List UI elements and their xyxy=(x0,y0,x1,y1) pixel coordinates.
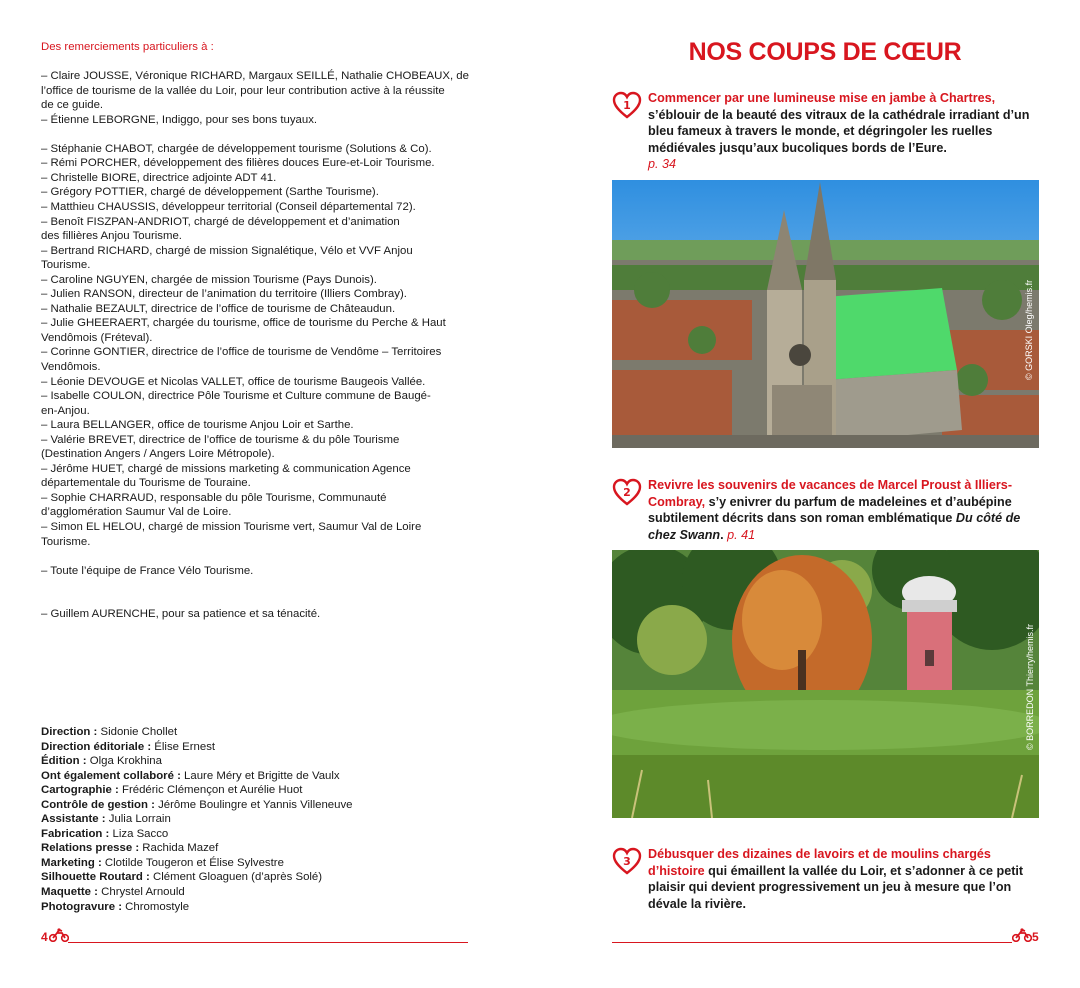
chartres-cathedral-photo xyxy=(612,180,1039,448)
heart-number-icon xyxy=(612,477,642,507)
credit-role: Édition : xyxy=(41,755,87,768)
thanks-line: d’agglomération Saumur Val de Loire. xyxy=(41,506,232,519)
credit-role: Cartographie : xyxy=(41,784,119,797)
heart-number: 1 xyxy=(623,99,631,112)
credit-role: Silhouette Routard : xyxy=(41,871,150,884)
highlight-lead: Débusquer des dizaines de lavoirs et de moulins chargés d’histoire xyxy=(648,847,991,878)
thanks-team: – Toute l’équipe de France Vélo Tourisme. xyxy=(41,564,254,577)
thanks-line: – Laura BELLANGER, office de tourisme Anjou Loir et Sarthe. xyxy=(41,419,354,432)
heart-number-icon xyxy=(612,90,642,120)
credit-name: Olga Krokhina xyxy=(86,755,162,768)
heart-number-icon xyxy=(612,846,642,876)
credit-name: Liza Sacco xyxy=(109,827,169,840)
credit-line xyxy=(41,783,461,798)
thanks-line: – Nathalie BEZAULT, directrice de l’office de tourisme de Châteaudun. xyxy=(41,302,396,315)
thanks-line: départementale du Tourisme de Touraine. xyxy=(41,477,251,490)
highlight-lead: Commencer par une lumineuse mise en jambe à Chartres, xyxy=(648,91,996,105)
credit-name: Chrystel Arnould xyxy=(97,886,185,899)
credit-name: Élise Ernest xyxy=(151,740,216,753)
credit-name: Clément Gloaguen (d’après Solé) xyxy=(149,871,323,884)
thanks-line: Vendômois. xyxy=(41,360,101,373)
thanks-line: – Caroline NGUYEN, chargée de mission Tourisme (Pays Dunois). xyxy=(41,273,377,286)
thanks-line: – Julie GHEERAERT, chargée du tourisme, office de tourisme du Perche & Haut xyxy=(41,317,446,330)
credit-line xyxy=(41,827,461,842)
credit-role: Ont également collaboré : xyxy=(41,769,181,782)
thanks-line: Tourisme. xyxy=(41,259,91,272)
page-reference: p. 34 xyxy=(648,157,677,172)
credit-name: Jérôme Boulingre et Yannis Villeneuve xyxy=(154,798,353,811)
acknowledgements-title: Des remerciements particuliers à : xyxy=(41,41,214,53)
credit-line xyxy=(41,841,461,856)
credit-line xyxy=(41,798,461,813)
credit-role: Fabrication : xyxy=(41,827,110,840)
photo-credit: © GORSKI Oleg/hemis.fr xyxy=(1024,279,1034,380)
footer-rule-left xyxy=(68,942,468,943)
credit-role: Photogravure : xyxy=(41,900,123,913)
acknowledgements xyxy=(41,40,469,622)
thanks-line: – Valérie BREVET, directrice de l’office de tourisme & du pôle Tourisme xyxy=(41,433,400,446)
page-number-left: 4 xyxy=(41,930,48,944)
thanks-line: – Jérôme HUET, chargé de missions marketing & communication Agence xyxy=(41,462,411,475)
thanks-line: – Benoît FISZPAN-ANDRIOT, chargé de développement et d’animation xyxy=(41,215,400,228)
thanks-line: – Matthieu CHAUSSIS, développeur territorial (Conseil départemental 72). xyxy=(41,200,416,213)
credit-line xyxy=(41,754,461,769)
credit-line xyxy=(41,900,461,915)
highlight-body: qui émaillent la vallée du Loir, et s’adonner à ce petit plaisir qui devient progressivement un jeu à mesure que l’on dévale la rivière. xyxy=(648,863,1024,911)
thanks-line: – Claire JOUSSE, Véronique RICHARD, Margaux SEILLÉ, Nathalie CHOBEAUX, de xyxy=(41,70,469,83)
credit-role: Relations presse : xyxy=(41,842,140,855)
highlight-2 xyxy=(612,477,1042,543)
credit-role: Maquette : xyxy=(41,886,98,899)
cathedral-illustration xyxy=(612,180,1039,448)
credit-name: Laure Méry et Brigitte de Vaulx xyxy=(180,769,340,782)
book-title: Du côté de chez Swann xyxy=(648,511,1021,542)
thanks-line: – Corinne GONTIER, directrice de l’office de tourisme de Vendôme – Territoires xyxy=(41,346,442,359)
credit-name: Chromostyle xyxy=(122,900,190,913)
footer-rule-right xyxy=(612,942,1012,943)
garden-illustration xyxy=(612,550,1039,818)
highlight-1 xyxy=(612,90,1042,173)
credit-role: Assistante : xyxy=(41,813,106,826)
credit-line xyxy=(41,885,461,900)
thanks-block-2 xyxy=(41,142,461,549)
credit-role: Contrôle de gestion : xyxy=(41,798,155,811)
highlight-body: s’y enivrer du parfum de madeleines et d’aubépine subtilement décrits dans son roman emblématique xyxy=(648,494,1012,526)
credit-name: Clotilde Tougeron et Élise Sylvestre xyxy=(101,856,284,869)
thanks-block-1 xyxy=(41,69,469,127)
credit-line xyxy=(41,725,461,740)
thanks-line: de ce guide. xyxy=(41,99,104,112)
thanks-line: – Rémi PORCHER, développement des filières douces Eure-et-Loir Tourisme. xyxy=(41,157,435,170)
highlight-body: s’éblouir de la beauté des vitraux de la cathédrale irradiant d’un bleu fameux à travers le monde, et dégringoler les ruelles médiévales jusqu’aux bucoliques bords de l’Eure. xyxy=(648,107,1030,155)
thanks-line: Vendômois (Fréteval). xyxy=(41,331,153,344)
thanks-line: – Léonie DEVOUGE et Nicolas VALLET, office de tourisme Baugeois Vallée. xyxy=(41,375,426,388)
credit-name: Frédéric Clémençon et Aurélie Huot xyxy=(118,784,303,797)
heart-number: 2 xyxy=(623,486,631,499)
motorbike-icon xyxy=(49,928,69,942)
thanks-guillem: – Guillem AURENCHE, pour sa patience et sa ténacité. xyxy=(41,608,321,621)
highlight-text xyxy=(648,846,1042,912)
thanks-line: – Isabelle COULON, directrice Pôle Tourisme et Culture commune de Baugé- xyxy=(41,390,431,403)
credit-name: Julia Lorrain xyxy=(105,813,171,826)
thanks-line: Tourisme. xyxy=(41,535,91,548)
page-title: NOS COUPS DE CŒUR xyxy=(688,38,962,66)
thanks-line: (Destination Angers / Angers Loire Métropole). xyxy=(41,448,275,461)
highlight-end: . xyxy=(720,527,724,542)
heart-number: 3 xyxy=(623,855,631,868)
page-reference: p. 41 xyxy=(727,527,756,542)
page-number-right: 5 xyxy=(1032,930,1039,944)
thanks-line: en-Anjou. xyxy=(41,404,90,417)
credit-line xyxy=(41,769,461,784)
thanks-line: – Bertrand RICHARD, chargé de mission Signalétique, Vélo et VVF Anjou xyxy=(41,244,413,257)
thanks-line: – Stéphanie CHABOT, chargée de développement tourisme (Solutions & Co). xyxy=(41,142,432,155)
thanks-line: – Étienne LEBORGNE, Indiggo, pour ses bons tuyaux. xyxy=(41,113,318,126)
credit-line xyxy=(41,856,461,871)
credit-role: Marketing : xyxy=(41,856,102,869)
thanks-line: – Julien RANSON, directeur de l’animation du territoire (Illiers Combray). xyxy=(41,288,407,301)
highlight-3 xyxy=(612,846,1042,912)
thanks-line: des fillières Anjou Tourisme. xyxy=(41,230,182,243)
highlight-text xyxy=(648,90,1042,173)
credit-name: Sidonie Chollet xyxy=(97,726,178,738)
thanks-line: – Simon EL HELOU, chargé de mission Tourisme vert, Saumur Val de Loire xyxy=(41,521,422,533)
editorial-credits xyxy=(41,725,461,914)
credit-role: Direction : xyxy=(41,726,98,738)
thanks-line: – Grégory POTTIER, chargé de développement (Sarthe Tourisme). xyxy=(41,186,379,199)
highlight-lead: Revivre les souvenirs de vacances de Marcel Proust à Illiers-Combray, xyxy=(648,478,1013,509)
motorbike-icon xyxy=(1012,928,1032,942)
credit-name: Rachida Mazef xyxy=(139,842,219,855)
credit-line xyxy=(41,870,461,885)
photo-credit: © BORREDON Thierry/hemis.fr xyxy=(1025,624,1035,750)
proust-garden-photo xyxy=(612,550,1039,818)
thanks-line: – Christelle BIORE, directrice adjointe ADT 41. xyxy=(41,171,277,184)
thanks-line: l’office de tourisme de la vallée du Loir, pour leur contribution active à la réussite xyxy=(41,84,445,97)
thanks-line: – Sophie CHARRAUD, responsable du pôle Tourisme, Communauté xyxy=(41,491,387,504)
highlight-text xyxy=(648,477,1042,543)
credit-line xyxy=(41,740,461,755)
credit-role: Direction éditoriale : xyxy=(41,740,152,753)
credit-line xyxy=(41,812,461,827)
